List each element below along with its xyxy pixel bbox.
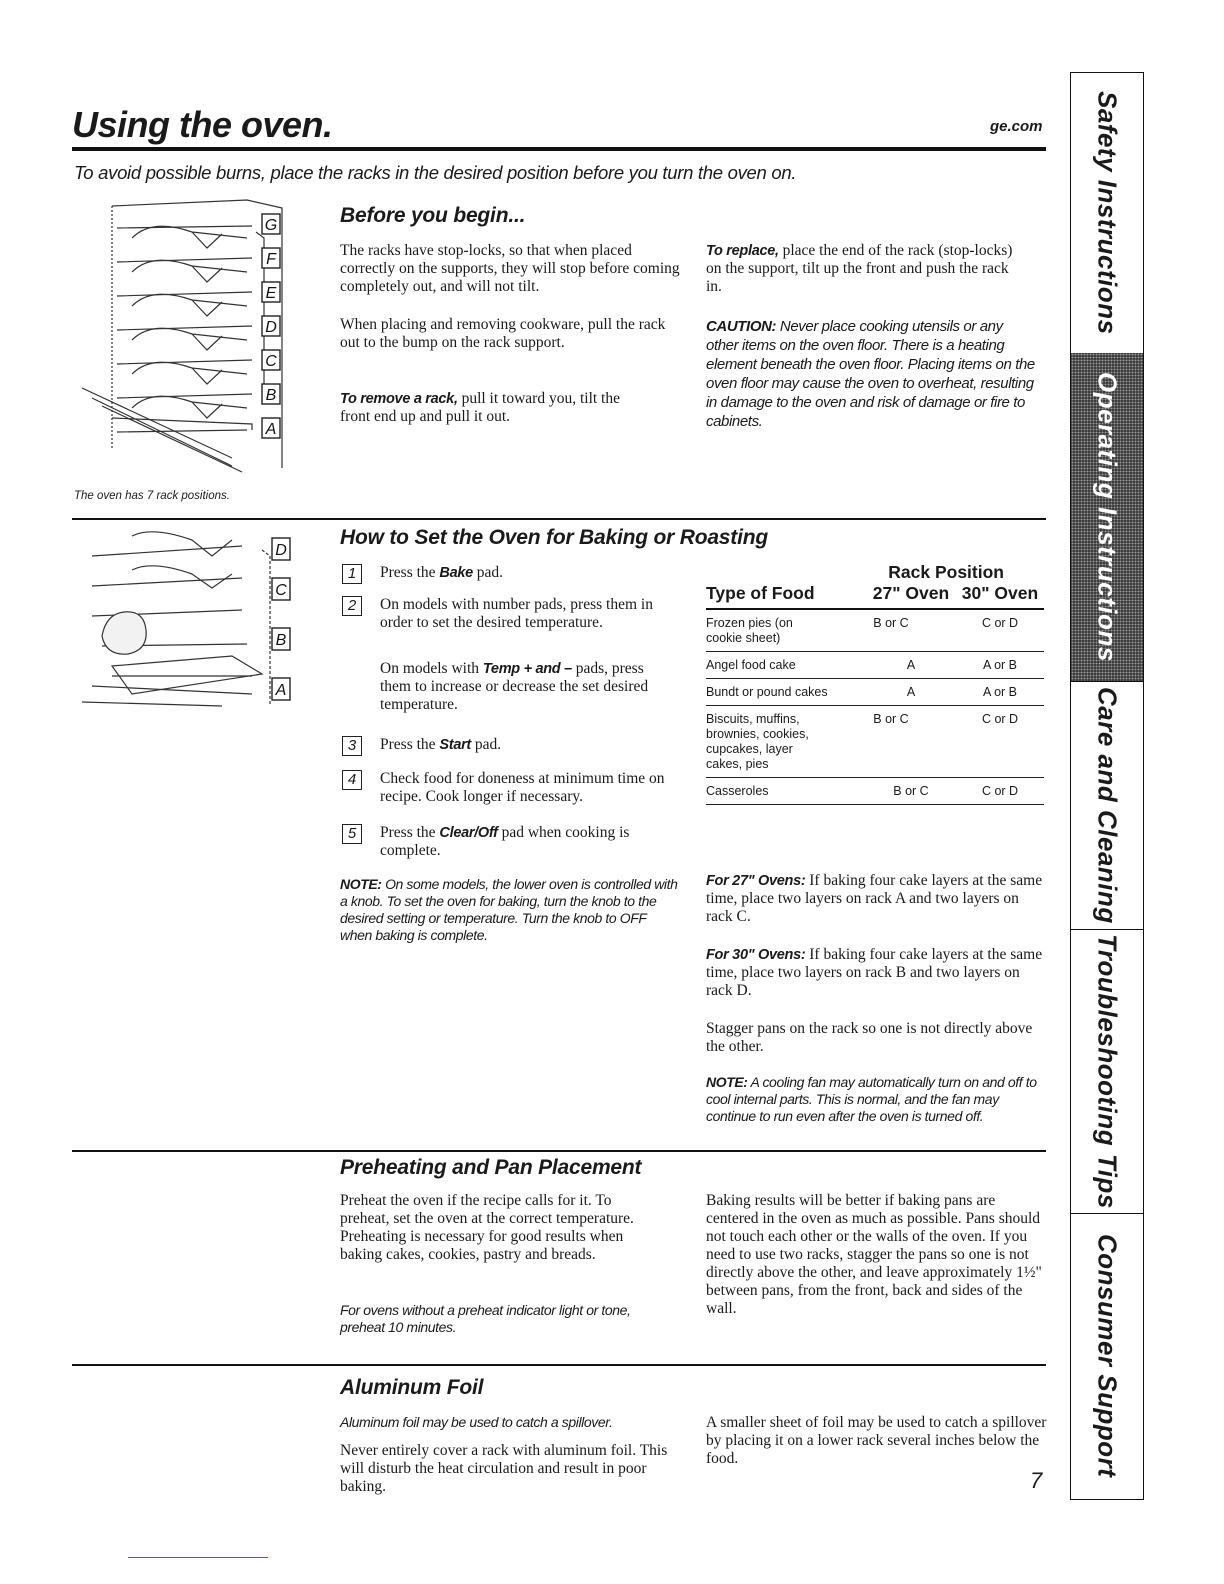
cooling-fan-text: A cooling fan may automatically turn on and off to cool internal parts. This is normal, and the fan may continue to run even after the oven is turned off. <box>706 1074 1037 1124</box>
lower-oven-note-label: NOTE: <box>340 876 382 892</box>
table-row <box>706 778 1044 805</box>
step-1-badge: 1 <box>342 564 362 584</box>
tab-operating-instructions-label: Operating Instructions <box>1092 372 1123 662</box>
cell-30: C or D <box>981 616 1019 630</box>
cell-food: Bundt or pound cakes <box>706 685 828 699</box>
remove-rack-paragraph <box>340 390 630 426</box>
cell-30: A or B <box>982 685 1018 699</box>
rack-label-e: E <box>265 285 277 302</box>
step-2-alt-text <box>380 660 665 714</box>
cell-27: B or C <box>873 616 909 630</box>
cooling-fan-label: NOTE: <box>706 1074 748 1090</box>
replace-label: To replace, <box>706 243 779 259</box>
caution-text: Never place cooking utensils or any other items on the oven floor. There is a heating element beneath the oven floor. Placing items on the oven floor may cause the oven to overheat, resulting in damage to the oven and risk of damage or fire to cabinets. <box>706 318 1035 430</box>
step-4-badge: 4 <box>342 770 362 790</box>
tab-care-and-cleaning[interactable] <box>1071 681 1143 930</box>
rack-position-table <box>706 562 1044 805</box>
step-5-text <box>380 824 675 860</box>
oven-30-note <box>706 946 1046 1000</box>
step-5-badge: 5 <box>342 824 362 844</box>
page-title: Using the oven. <box>72 104 333 145</box>
temp-pad-label: Temp + and – <box>482 661 572 677</box>
cell-food: Biscuits, muffins, brownies, cookies, cupcakes, layer cakes, pies <box>706 712 809 771</box>
bake-heading: How to Set the Oven for Baking or Roasting <box>340 526 768 549</box>
oven-30-label: For 30" Ovens: <box>706 947 806 963</box>
section-tabs <box>1070 72 1144 1500</box>
before-you-begin-heading: Before you begin... <box>340 204 526 227</box>
foil-note: Aluminum foil may be used to catch a spillover. <box>340 1414 613 1430</box>
preheating-heading: Preheating and Pan Placement <box>340 1156 642 1179</box>
replace-rack-paragraph <box>706 242 1016 296</box>
col-30-oven: 30" Oven <box>961 583 1039 603</box>
footer-link-line <box>128 1557 268 1558</box>
rack-position-header: Rack Position <box>888 562 1004 582</box>
cell-food: Casseroles <box>706 784 769 798</box>
cell-27: A <box>906 658 916 672</box>
step-1-text <box>380 564 680 582</box>
bake-rack-label-b: B <box>275 632 287 649</box>
bake-rack-figure <box>72 526 322 722</box>
cell-27: B or C <box>893 784 929 798</box>
tab-consumer-support-label: Consumer Support <box>1092 1234 1123 1478</box>
col-type-of-food: Type of Food <box>706 583 815 603</box>
rack-label-a: A <box>265 421 277 438</box>
bake-rack-label-a: A <box>275 682 287 699</box>
cell-food: Angel food cake <box>706 658 796 672</box>
step-1-post: pad. <box>472 564 504 581</box>
stop-locks-paragraph: The racks have stop-locks, so that when placed correctly on the supports, they will stop before coming completely out, and will not tilt. <box>340 242 680 295</box>
tab-care-and-cleaning-label: Care and Cleaning <box>1092 686 1123 924</box>
tab-troubleshooting-tips-label: Troubleshooting Tips <box>1092 933 1123 1209</box>
step-1-pre: Press the <box>380 564 440 581</box>
step-3-badge: 3 <box>342 736 362 756</box>
section-rule <box>72 518 1046 520</box>
step-5-pre: Press the <box>380 824 440 841</box>
foil-paragraph: Never entirely cover a rack with aluminum foil. This will disturb the heat circulation and result in poor baking. <box>340 1442 668 1495</box>
preheat-note: For ovens without a preheat indicator light or tone, preheat 10 minutes. <box>340 1302 631 1335</box>
caution-paragraph <box>706 317 1038 431</box>
table-row <box>706 652 1044 679</box>
rack-label-c: C <box>265 353 277 370</box>
oven-27-text: If baking four cake layers at the same time, place two layers on rack A and two layers on rack C. <box>706 872 1043 925</box>
bake-pad-label: Bake <box>439 565 473 581</box>
aluminum-foil-heading: Aluminum Foil <box>340 1376 484 1399</box>
tab-consumer-support[interactable] <box>1071 1213 1143 1499</box>
start-pad-label: Start <box>439 737 471 753</box>
oven-30-text: If baking four cake layers at the same time, place two layers on rack B and two layers on rack D. <box>706 946 1043 999</box>
cell-27: A <box>906 685 916 699</box>
section-rule <box>72 1150 1046 1152</box>
table-row <box>706 679 1044 706</box>
cell-food: Frozen pies (on cookie sheet) <box>706 616 793 645</box>
step-2-alt-pre: On models with <box>380 660 483 677</box>
col-27-oven: 27" Oven <box>872 583 950 603</box>
bake-rack-label-d: D <box>275 542 287 559</box>
preheat-paragraph: Preheat the oven if the recipe calls for it. To preheat, set the oven at the correct temperature. Preheating is necessary for good results when baking cakes, cookies, pastry and breads. <box>340 1192 634 1263</box>
tab-safety-instructions[interactable] <box>1071 73 1143 354</box>
section-rule <box>72 1364 1046 1366</box>
cell-30: C or D <box>981 784 1019 798</box>
cell-27: B or C <box>873 712 909 726</box>
table-row <box>706 610 1044 652</box>
lower-oven-note-text: On some models, the lower oven is controlled with a knob. To set the oven for baking, turn the knob to the desired setting or temperature. Turn the knob to OFF when baking is complete. <box>340 876 678 943</box>
step-3-post: pad. <box>470 736 502 753</box>
tab-safety-instructions-label: Safety Instructions <box>1092 91 1123 335</box>
header-rule <box>72 147 1046 151</box>
rack-label-b: B <box>265 387 277 404</box>
step-4-text: Check food for doneness at minimum time on recipe. Cook longer if necessary. <box>380 770 665 805</box>
cookware-paragraph: When placing and removing cookware, pull the rack out to the bump on the rack support. <box>340 316 666 351</box>
tab-operating-instructions[interactable] <box>1071 353 1143 682</box>
remove-rack-label: To remove a rack, <box>340 391 458 407</box>
stagger-note: Stagger pans on the rack so one is not directly above the other. <box>706 1020 1033 1055</box>
clear-off-pad-label: Clear/Off <box>439 825 498 841</box>
step-3-pre: Press the <box>380 736 440 753</box>
intro-warning: To avoid possible burns, place the racks in the desired position before you turn the oven on. <box>74 162 797 183</box>
step-2-text: On models with number pads, press them in order to set the desired temperature. <box>380 596 653 631</box>
bake-rack-label-c: C <box>275 582 287 599</box>
step-5-post: pad when cooking is complete. <box>380 824 630 859</box>
foil-small-sheet-paragraph: A smaller sheet of foil may be used to catch a spillover by placing it on a lower rack several inches below the food. <box>706 1414 1047 1467</box>
step-3-text <box>380 736 680 754</box>
table-row <box>706 706 1044 778</box>
remove-rack-text: pull it toward you, tilt the front end up and pull it out. <box>340 390 620 425</box>
rack-positions-figure <box>72 198 322 480</box>
rack-label-f: F <box>266 251 276 268</box>
rack-label-d: D <box>265 319 277 336</box>
caution-label: CAUTION: <box>706 318 777 335</box>
page-number: 7 <box>1030 1468 1043 1493</box>
cell-30: C or D <box>981 712 1019 726</box>
oven-27-label: For 27" Ovens: <box>706 873 806 889</box>
figure-caption: The oven has 7 rack positions. <box>74 490 230 502</box>
pan-placement-paragraph: Baking results will be better if baking pans are centered in the oven as much as possible. Pans should not touch each other or the walls of the oven. If you need to use two racks, stagger the pans so one is not directly above the other, and leave approximately 1½" between pans, from the front, back and sides of the wall. <box>706 1192 1042 1317</box>
oven-27-note <box>706 872 1046 926</box>
tab-troubleshooting-tips[interactable] <box>1071 929 1143 1214</box>
rack-label-g: G <box>264 217 278 234</box>
table-header-row <box>706 583 1044 610</box>
lower-oven-note <box>340 876 680 944</box>
site-url[interactable]: ge.com <box>990 118 1043 135</box>
cell-30: A or B <box>982 658 1018 672</box>
replace-text: place the end of the rack (stop-locks) on the support, tilt up the front and push the rack in. <box>706 242 1013 295</box>
cooling-fan-note <box>706 1074 1046 1125</box>
step-2-badge: 2 <box>342 596 362 616</box>
step-2-alt-post: pads, press them to increase or decrease the set desired temperature. <box>380 660 649 713</box>
